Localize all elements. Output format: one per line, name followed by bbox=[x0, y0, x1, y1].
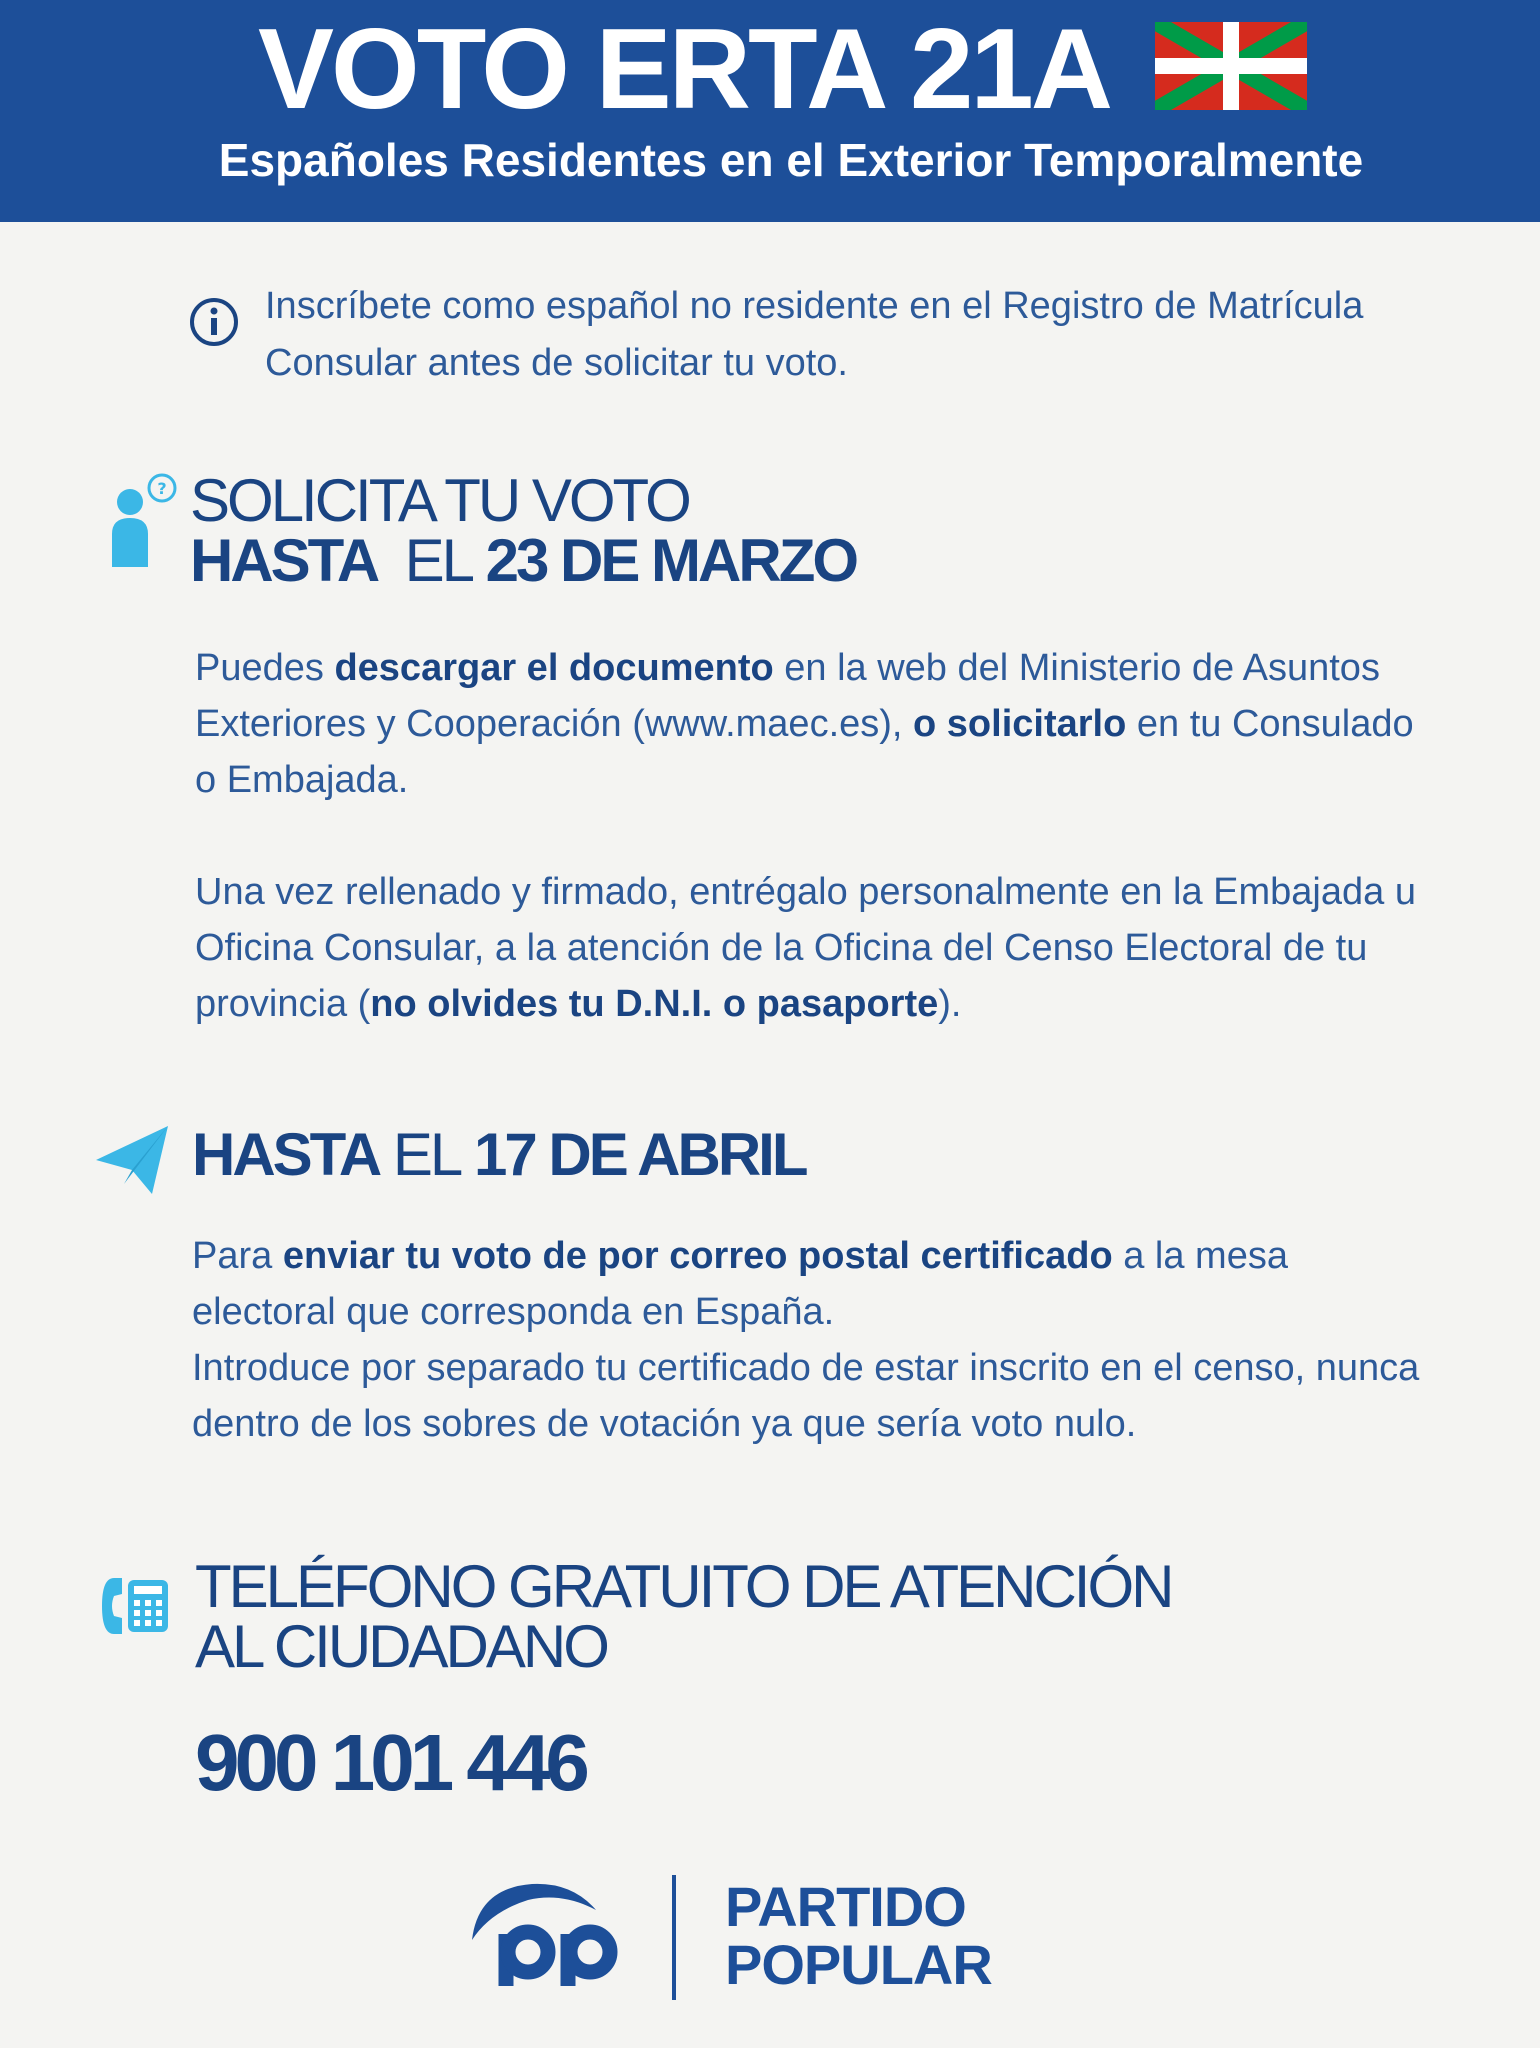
section2-paragraph1: Para enviar tu voto de por correo postal certificado a la mesa electoral que corresponda en España. bbox=[192, 1235, 1288, 1333]
section3-heading-line2: AL CIUDADANO bbox=[195, 1613, 607, 1680]
section2-heading bbox=[192, 1121, 806, 1188]
header-banner bbox=[0, 0, 1540, 222]
page-title: VOTO ERTA 21A bbox=[258, 6, 1111, 133]
info-note: Inscríbete como español no residente en el Registro de Matrícula Consular antes de solicitar tu voto. bbox=[265, 285, 1364, 384]
phone-icon bbox=[100, 1570, 172, 1642]
pp-logo-icon bbox=[470, 1878, 630, 1988]
party-name-line2: POPULAR bbox=[725, 1933, 992, 1996]
section1-heading-line2 bbox=[190, 527, 857, 594]
info-circle-icon bbox=[188, 296, 240, 348]
person-question-icon bbox=[108, 472, 178, 567]
section1-heading-line1: SOLICITA TU VOTO bbox=[190, 467, 689, 534]
party-name bbox=[725, 1875, 992, 1996]
section1-paragraph1: Puedes descargar el documento en la web del Ministerio de Asuntos Exteriores y Cooperación (www.maec.es), o solicitarlo en tu Consulado o Embajada. bbox=[195, 647, 1414, 801]
section3-heading-line1: TELÉFONO GRATUITO DE ATENCIÓN bbox=[195, 1553, 1172, 1620]
paper-plane-icon bbox=[96, 1124, 170, 1196]
section1-date: 23 DE MARZO bbox=[485, 527, 857, 594]
section2-el: EL bbox=[392, 1121, 461, 1188]
section2-paragraph2: Introduce por separado tu certificado de estar inscrito en el censo, nunca dentro de los sobres de votación ya que sería voto nulo. bbox=[192, 1347, 1420, 1445]
party-name-line1: PARTIDO bbox=[725, 1875, 966, 1938]
section2-hasta: HASTA bbox=[192, 1121, 380, 1188]
ikurrina-flag-icon bbox=[1155, 22, 1307, 110]
section1-hasta: HASTA bbox=[190, 527, 378, 594]
page-subtitle: Españoles Residentes en el Exterior Temporalmente bbox=[218, 134, 1364, 186]
footer-divider bbox=[672, 1875, 676, 2000]
section1-paragraph2: Una vez rellenado y firmado, entrégalo personalmente en la Embajada u Oficina Consular, a la atención de la Oficina del Censo Electoral de tu provincia (no olvides tu D.N.I. o pasaporte). bbox=[195, 871, 1416, 1025]
section1-el: EL bbox=[404, 527, 472, 594]
section2-date: 17 DE ABRIL bbox=[473, 1121, 806, 1188]
svg-text:?: ? bbox=[157, 479, 167, 498]
phone-number: 900 101 446 bbox=[195, 1718, 585, 1807]
